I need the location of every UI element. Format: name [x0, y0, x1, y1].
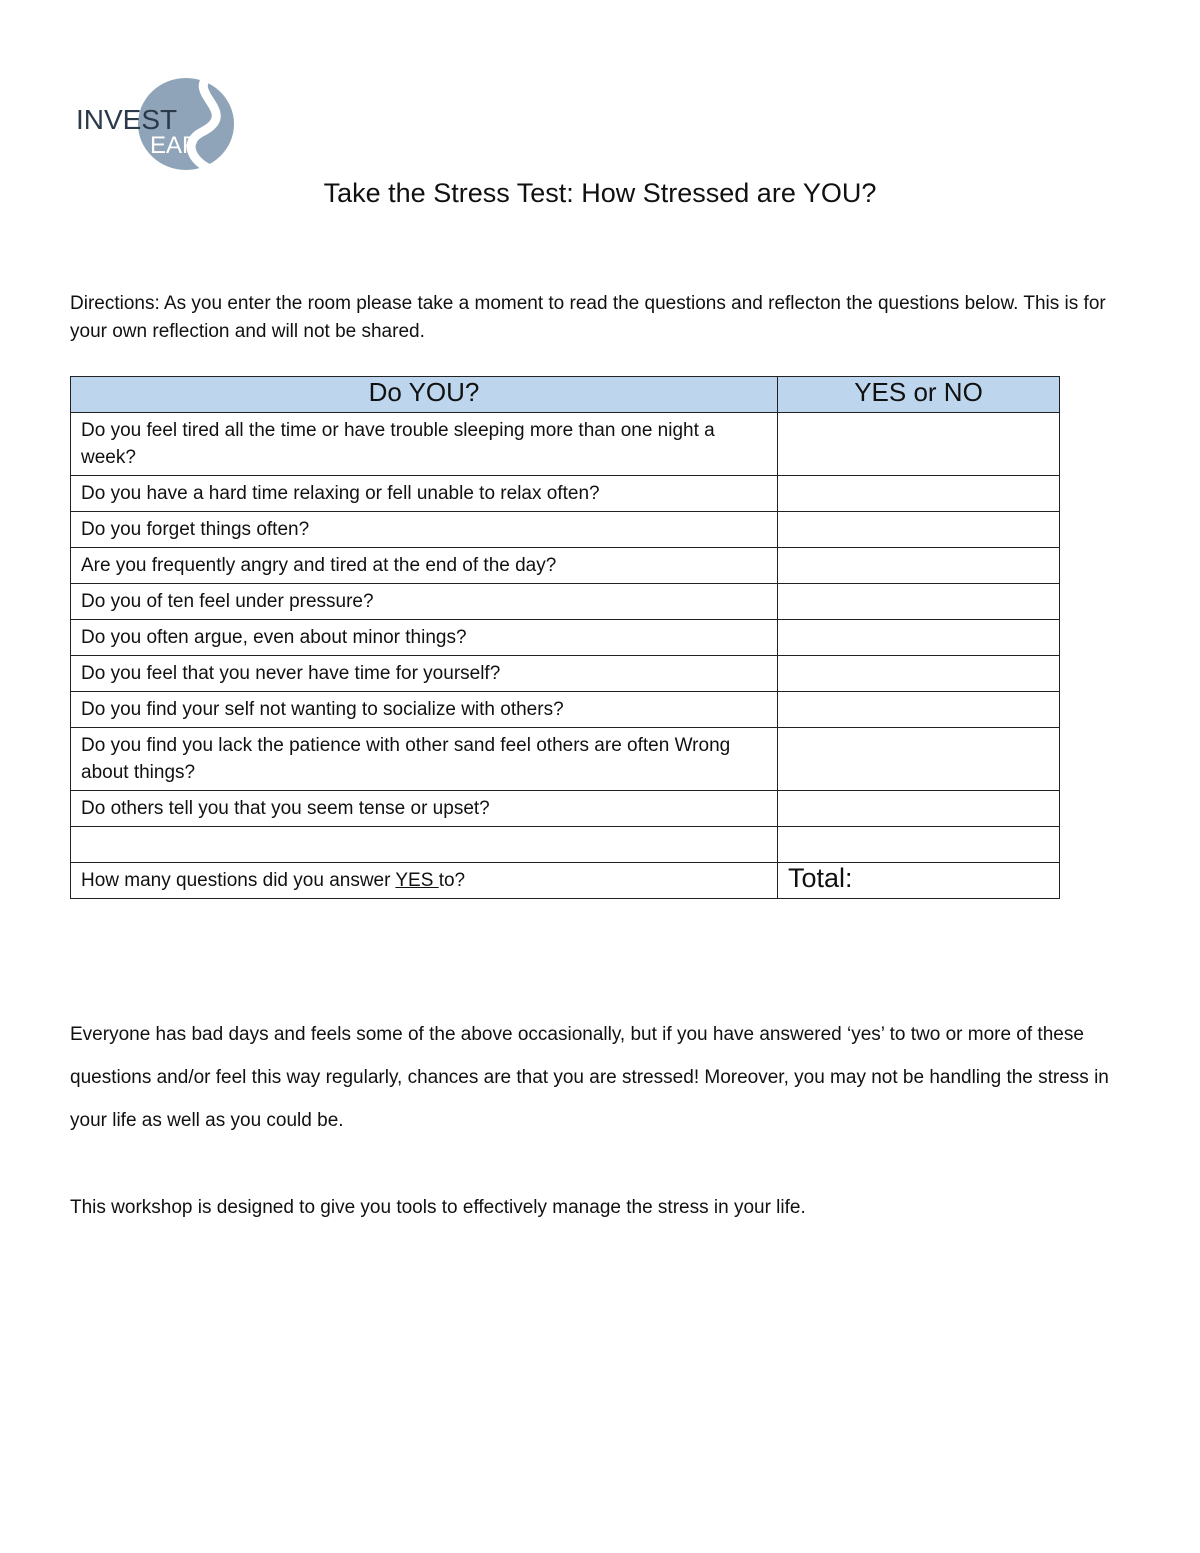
question-cell: Do others tell you that you seem tense or upset? [71, 791, 778, 827]
table-row [71, 620, 1060, 656]
answer-cell[interactable] [778, 791, 1060, 827]
stress-test-table [70, 376, 1060, 899]
question-cell: Do you find you lack the patience with other sand feel others are often Wrong about things? [71, 728, 778, 791]
question-cell: Do you have a hard time relaxing or fell unable to relax often? [71, 476, 778, 512]
workshop-paragraph: This workshop is designed to give you tools to effectively manage the stress in your life. [70, 1197, 806, 1218]
explanation-paragraph: Everyone has bad days and feels some of the above occasionally, but if you have answered ‘yes’ to two or more of these questions and/or feel this way regularly, chances are that you are stressed! Moreover, you may not be handling the stress in your life as well as you could be. [70, 1024, 1109, 1131]
total-question-emphasis: YES [395, 870, 439, 891]
question-cell: Are you frequently angry and tired at the end of the day? [71, 548, 778, 584]
answer-cell[interactable] [778, 476, 1060, 512]
invest-eap-logo [76, 76, 241, 172]
question-cell: Do you find your self not wanting to socialize with others? [71, 692, 778, 728]
page-title: Take the Stress Test: How Stressed are YOU? [323, 178, 877, 208]
answer-cell[interactable] [778, 413, 1060, 476]
question-cell: Do you feel tired all the time or have trouble sleeping more than one night a week? [71, 413, 778, 476]
empty-cell [71, 827, 778, 863]
header-do-you: Do YOU? [71, 377, 778, 413]
table-row [71, 476, 1060, 512]
question-cell: Do you forget things often? [71, 512, 778, 548]
question-cell: Do you feel that you never have time for yourself? [71, 656, 778, 692]
logo-text-eap: EAP [150, 132, 199, 159]
table-row [71, 548, 1060, 584]
answer-cell[interactable] [778, 728, 1060, 791]
answer-cell[interactable] [778, 656, 1060, 692]
table-row [71, 728, 1060, 791]
directions-text: Directions: As you enter the room please take a moment to read the questions and reflecton the questions below. This is for your own reflection and will not be shared. [70, 293, 1106, 342]
question-cell: Do you of ten feel under pressure? [71, 584, 778, 620]
answer-cell[interactable] [778, 512, 1060, 548]
total-question-cell [71, 863, 778, 899]
total-question-suffix: to? [438, 870, 466, 891]
answer-cell[interactable] [778, 548, 1060, 584]
table-row [71, 512, 1060, 548]
answer-cell[interactable] [778, 620, 1060, 656]
table-row [71, 584, 1060, 620]
answer-cell[interactable] [778, 692, 1060, 728]
header-yes-or-no: YES or NO [778, 377, 1060, 413]
table-row [71, 791, 1060, 827]
table-header-row [71, 377, 1060, 413]
logo-text-invest: INVEST [76, 104, 178, 135]
total-question-prefix: How many questions did you answer [81, 870, 396, 891]
table-footer-row [71, 863, 1060, 899]
table-row-empty [71, 827, 1060, 863]
answer-cell[interactable] [778, 584, 1060, 620]
table-row [71, 656, 1060, 692]
total-cell[interactable]: Total: [778, 863, 1060, 899]
question-cell: Do you often argue, even about minor things? [71, 620, 778, 656]
table-row [71, 692, 1060, 728]
empty-answer-cell[interactable] [778, 827, 1060, 863]
table-row [71, 413, 1060, 476]
